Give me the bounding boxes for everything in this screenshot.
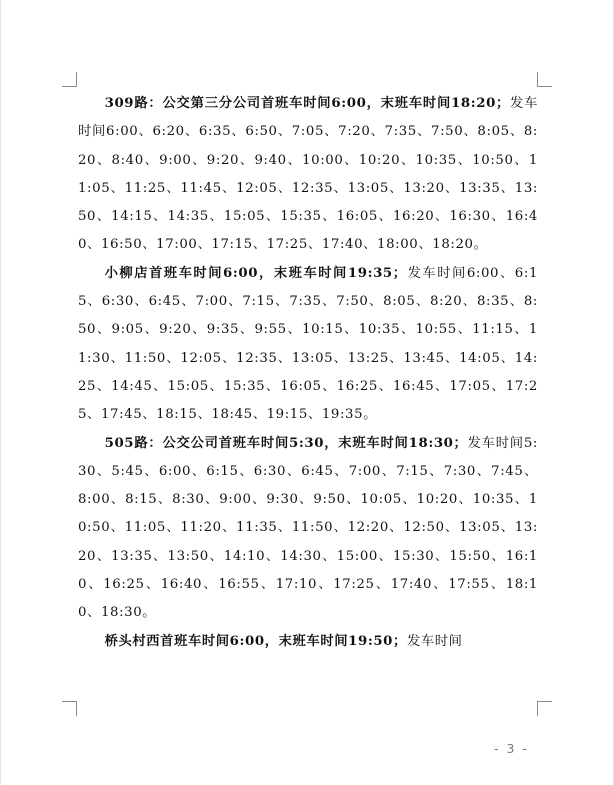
- qiaotoucunxi-heading: 桥头村西首班车时间6:00，末班车时间19:50；: [104, 633, 407, 649]
- crop-mark-bottom-right: [537, 701, 552, 716]
- xiaoliudian-heading: 小柳店首班车时间6:00，末班车时间19:35；: [104, 265, 407, 281]
- route-309-departures: 发车时间6:00、6:20、6:35、6:50、7:05、7:20、7:35、7:50、8:05、8:20、8:40、9:00、9:20、9:40、10:00、10:20、10:35、10:50、11:05、11:25、11:45、12:05、12:35、13:05、13:20、13:35、13:50、14:15、14:35、15:05、15:35、16:05、16:20、16:30、16:40、16:50、17:00、17:15、17:25、17:40、18:00、18:20。: [78, 96, 539, 253]
- page-number: - 3 -: [494, 741, 529, 756]
- xiaoliudian-schedule: [78, 260, 538, 430]
- route-309-heading: 309路：公交第三分公司首班车时间6:00，末班车时间18:20；: [104, 96, 510, 111]
- crop-mark-top-right: [537, 72, 552, 87]
- route-505-schedule: [78, 430, 538, 628]
- qiaotoucunxi-schedule: [78, 628, 538, 656]
- document-body: [78, 90, 538, 656]
- qiaotoucunxi-departures: 发车时间: [406, 633, 463, 649]
- route-505-heading: 505路：公交公司首班车时间5:30，末班车时间18:30；: [104, 435, 468, 451]
- route-309-schedule: [78, 90, 538, 260]
- crop-mark-bottom-left: [62, 701, 77, 716]
- crop-mark-top-left: [62, 72, 77, 87]
- xiaoliudian-departures: 发车时间6:00、6:15、6:30、6:45、7:00、7:15、7:35、7:50、8:05、8:20、8:35、8:50、9:05、9:20、9:35、9:55、10:15、10:35、10:55、11:15、11:30、11:50、12:05、12:35、13:05、13:25、13:45、14:05、14:25、14:45、15:05、15:35、16:05、16:25、16:45、17:05、17:25、17:45、18:15、18:45、19:15、19:35。: [78, 265, 538, 423]
- route-505-departures: 发车时间5:30、5:45、6:00、6:15、6:30、6:45、7:00、7:15、7:30、7:45、8:00、8:15、8:30、9:00、9:30、9:50、10:05、10:20、10:35、10:50、11:05、11:20、11:35、11:50、12:20、12:50、13:05、13:20、13:35、13:50、14:10、14:30、15:00、15:30、15:50、16:10、16:25、16:40、16:55、17:10、17:25、17:40、17:55、18:10、18:30。: [78, 435, 538, 621]
- page-edge-left: [0, 0, 1, 785]
